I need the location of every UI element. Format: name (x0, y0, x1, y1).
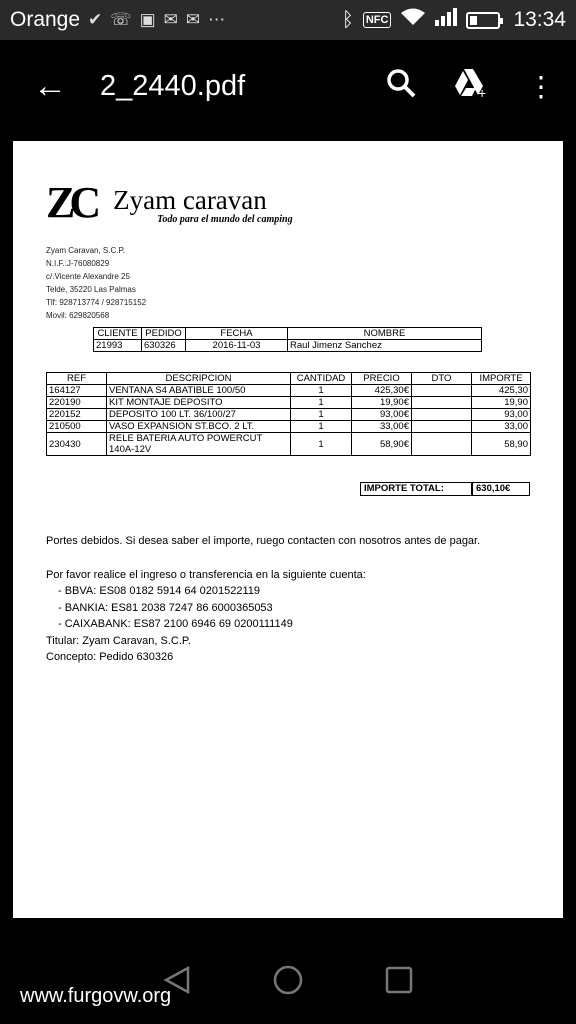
client-header: NOMBRE (288, 328, 482, 340)
item-cell: 1 (291, 397, 352, 409)
client-header: CLIENTE (94, 328, 142, 340)
items-header: IMPORTE (472, 373, 531, 385)
carrier-name: Orange (10, 8, 81, 31)
bank-account: - BBVA: ES08 0182 5914 64 0201522119 (58, 585, 261, 597)
bluetooth-icon: ᛒ (341, 8, 354, 31)
bank-account: - CAIXABANK: ES87 2100 6946 69 0200111149 (58, 618, 293, 630)
whatsapp-icon: ☏ (110, 10, 132, 29)
company-address (46, 244, 146, 322)
pdf-page[interactable] (13, 141, 563, 918)
item-cell: 230430 (47, 433, 107, 456)
svg-text:+: + (478, 84, 487, 98)
table-row (47, 433, 531, 456)
item-cell: DEPOSITO 100 LT. 36/100/27 (107, 409, 291, 421)
item-cell: 1 (291, 433, 352, 456)
address-line: Tlf: 928713774 / 928715152 (46, 298, 147, 307)
address-line: Telde, 35220 Las Palmas (46, 285, 136, 294)
status-bar (0, 0, 576, 40)
item-cell: 58,90€ (352, 433, 412, 456)
table-row (94, 340, 482, 352)
brand-tagline: Todo para el mundo del camping (157, 214, 293, 225)
item-cell (412, 397, 472, 409)
company-logo (46, 178, 293, 227)
file-title: 2_2440.pdf (100, 69, 246, 102)
item-cell: 93,00 (472, 409, 531, 421)
item-cell: RELE BATERIA AUTO POWERCUT 140A-12V (107, 433, 291, 456)
concepto: Concepto: Pedido 630326 (46, 651, 174, 663)
item-cell: 58,90 (472, 433, 531, 456)
signal-icon (435, 8, 457, 32)
table-row (47, 409, 531, 421)
payment-intro: Por favor realice el ingreso o transferencia en la siguiente cuenta: (46, 568, 366, 581)
bank-account: - BANKIA: ES81 2038 7247 86 6000365053 (58, 601, 273, 614)
item-cell: 19,90 (472, 397, 531, 409)
item-cell: 33,00€ (352, 421, 412, 433)
more-options-icon[interactable]: ⋮ (527, 70, 555, 102)
total-box (360, 482, 530, 496)
item-cell: 220152 (47, 409, 107, 421)
item-cell: 93,00€ (352, 409, 412, 421)
client-header: FECHA (186, 328, 288, 340)
titular: Titular: Zyam Caravan, S.C.P. (46, 634, 191, 647)
total-label: IMPORTE TOTAL: (360, 482, 472, 496)
camera-icon: ▣ (139, 10, 156, 29)
nfc-icon: NFC (363, 12, 392, 28)
item-cell: 1 (291, 409, 352, 421)
vpn-icon: ✔ (88, 10, 103, 29)
item-cell: 164127 (47, 385, 107, 397)
client-table (93, 327, 482, 352)
client-cell: 630326 (142, 340, 186, 352)
table-row (47, 421, 531, 433)
items-header: CANTIDAD (291, 373, 352, 385)
items-header: DESCRIPCION (107, 373, 291, 385)
item-cell: KIT MONTAJE DEPOSITO (107, 397, 291, 409)
notification-icons (88, 10, 225, 30)
item-cell (412, 409, 472, 421)
item-cell: 220190 (47, 397, 107, 409)
item-cell: 19,90€ (352, 397, 412, 409)
item-cell: VASO EXPANSION ST.BCO. 2 LT. (107, 421, 291, 433)
total-value: 630,10€ (472, 482, 530, 496)
home-circle-icon[interactable] (272, 964, 304, 1005)
search-icon[interactable] (366, 68, 436, 105)
recents-square-icon[interactable] (384, 965, 414, 1004)
add-to-drive-icon[interactable] (436, 68, 506, 105)
battery-icon (466, 12, 500, 29)
logo-mark: ZC (46, 178, 96, 227)
app-bar (0, 40, 576, 132)
wifi-icon (400, 8, 426, 32)
client-cell: 21993 (94, 340, 142, 352)
address-line: Zyam Caravan, S.C.P. (46, 246, 125, 255)
items-header: REF (47, 373, 107, 385)
address-line: N.I.F.:J-76080829 (46, 259, 110, 268)
back-arrow-icon[interactable]: ← (33, 66, 67, 105)
more-dots-icon: ⋯ (208, 10, 226, 29)
item-cell (412, 433, 472, 456)
mail-icon: ✉ (185, 10, 201, 29)
item-cell: 1 (291, 421, 352, 433)
client-cell: 2016-11-03 (186, 340, 288, 352)
client-header: PEDIDO (142, 328, 186, 340)
table-row (47, 385, 531, 397)
items-header: DTO (412, 373, 472, 385)
clock: 13:34 (513, 8, 566, 31)
brand-name: Zyam caravan (113, 185, 267, 215)
item-cell: 33,00 (472, 421, 531, 433)
item-cell: 425,30€ (352, 385, 412, 397)
item-cell: 210500 (47, 421, 107, 433)
portes-note: Portes debidos. Si desea saber el importe, ruego contacten con nosotros antes de pagar. (46, 535, 481, 547)
client-cell: Raul Jimenz Sanchez (288, 340, 482, 352)
table-row (47, 397, 531, 409)
item-cell (412, 385, 472, 397)
watermark: www.furgovw.org (20, 985, 172, 1007)
items-header: PRECIO (352, 373, 412, 385)
address-line: c/.Vicente Alexandre 25 (46, 272, 130, 281)
item-cell: 425,30 (472, 385, 531, 397)
item-cell: VENTANA S4 ABATIBLE 100/50 (107, 385, 291, 397)
item-cell (412, 421, 472, 433)
items-table (46, 372, 531, 456)
item-cell: 1 (291, 385, 352, 397)
mail-icon: ✉ (163, 10, 178, 29)
address-line: Movil: 629820568 (46, 311, 110, 320)
payment-text (46, 533, 480, 666)
